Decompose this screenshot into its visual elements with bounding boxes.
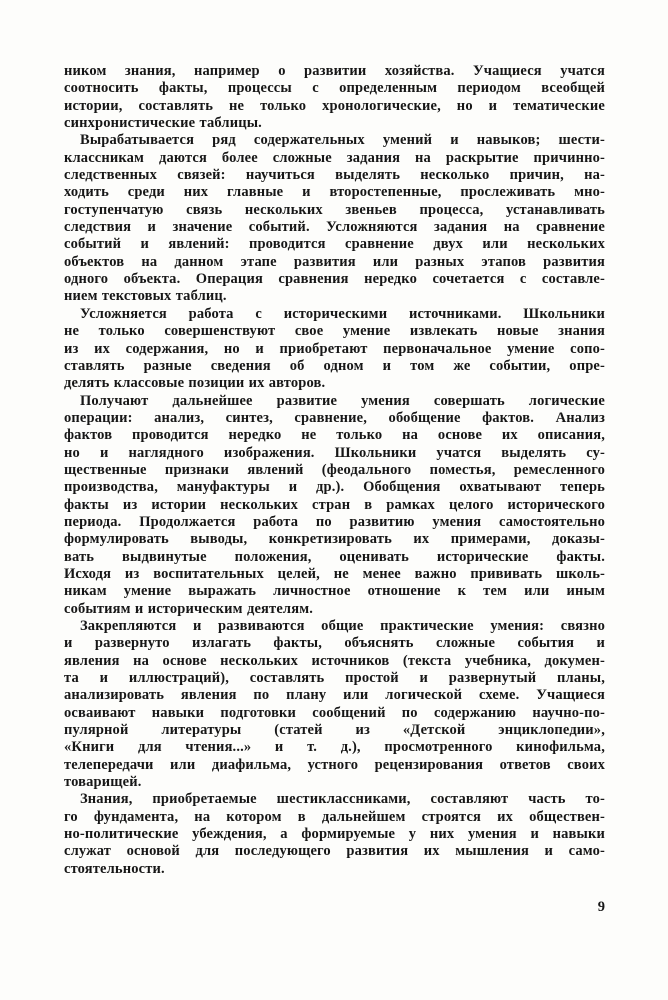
text-line: событий и явлений: проводится сравнение двух или нескольких [64,236,605,253]
text-line: синхронистические таблицы. [64,115,262,132]
text-line: формулировать выводы, конкретизировать их примерами, доказы- [64,531,605,548]
text-line: операции: анализ, синтез, сравнение, обобщение фактов. Анализ [64,409,605,426]
text-line: гоступенчатую связь нескольких звеньев процесса, устанавливать [64,201,605,218]
page-number: 9 [597,899,605,915]
text-line: пулярной литературы (статей из «Детской энциклопедии», [64,722,605,739]
text-line: нием текстовых таблиц. [64,288,227,305]
text-line: одного объекта. Операция сравнения нередко сочетается с составле- [64,271,605,288]
text-line: Закрепляются и развиваются общие практические умения: связно [80,618,605,634]
text-line: Усложняется работа с историческими источниками. Школьники [80,305,605,322]
paragraph [64,618,605,791]
text-line: из их содержания, но и приобретают первоначальное умение сопо- [64,340,605,357]
text-line: факты из истории нескольких стран в рамках целого исторического [64,496,605,513]
page-text-block [64,63,605,878]
text-line: классникам даются более сложные задания на раскрытие причинно- [64,149,605,166]
text-line: событиям и историческим деятелям. [64,600,313,617]
text-line: стоятельности. [64,860,165,877]
text-line: товарищей. [64,774,142,791]
text-line: истории, составлять не только хронологические, но и тематические [64,97,605,114]
text-line: анализировать явления по плану или логической схеме. Учащиеся [64,687,605,704]
text-line: осваивают навыки подготовки сообщений по содержанию научно-по- [64,704,605,721]
text-line: никам умение выражать личностное отношение к тем или иным [64,583,605,600]
paragraph [64,393,605,618]
paragraph [64,791,605,878]
text-line: Вырабатывается ряд содержательных умений и навыков; шести- [80,132,605,149]
paragraph [64,132,605,305]
text-line: следствия и значение событий. Усложняются задания на сравнение [64,219,605,236]
text-line: делять классовые позиции их авторов. [64,375,326,392]
paragraph [64,63,605,132]
text-line: следственных связей: научиться выделять несколько причин, на- [64,167,605,184]
text-line: «Книги для чтения...» и т. д.), просмотренного кинофильма, [64,739,605,756]
text-line: телепередачи или диафильма, устного рецензирования ответов своих [64,756,605,773]
text-line: Исходя из воспитательных целей, не менее важно прививать школь- [64,565,605,582]
text-line: явления на основе нескольких источников (текста учебника, докумен- [64,652,605,669]
text-line: вать выдвинутые положения, оценивать исторические факты. [64,548,605,565]
text-line: производства, мануфактуры и др.). Обобщения охватывают теперь [64,479,605,496]
text-line: Получают дальнейшее развитие умения совершать логические [80,392,605,409]
text-line: та и иллюстраций), составлять простой и развернутый планы, [64,670,605,687]
text-line: ставлять разные сведения об одном и том же событии, опре- [64,357,605,374]
text-line: периода. Продолжается работа по развитию умения самостоятельно [64,513,605,530]
paragraph [64,306,605,393]
text-line: ходить среди них главные и второстепенные, прослеживать мно- [64,184,605,201]
text-line: объектов на данном этапе развития или разных этапов развития [64,253,605,270]
text-line: фактов проводится нередко не только на основе их описания, [64,427,605,444]
text-line: служат основой для последующего развития их мышления и само- [64,843,605,860]
text-line: и развернуто излагать факты, объяснять сложные события и [64,635,605,652]
text-line: соотносить факты, процессы с определенным периодом всеобщей [64,80,605,97]
text-line: но и наглядного изображения. Школьники учатся выделять су- [64,444,605,461]
text-line: щественные признаки явлений (феодального поместья, ремесленного [64,461,605,478]
text-line: но-политические убеждения, а формируемые у них умения и навыки [64,826,605,843]
text-line: го фундамента, на котором в дальнейшем строятся их обществен- [64,808,605,825]
text-line: Знания, приобретаемые шестиклассниками, составляют часть то- [80,791,605,808]
text-line: ником знания, например о развитии хозяйства. Учащиеся учатся [64,63,605,79]
text-line: не только совершенствуют свое умение извлекать новые знания [64,323,605,340]
